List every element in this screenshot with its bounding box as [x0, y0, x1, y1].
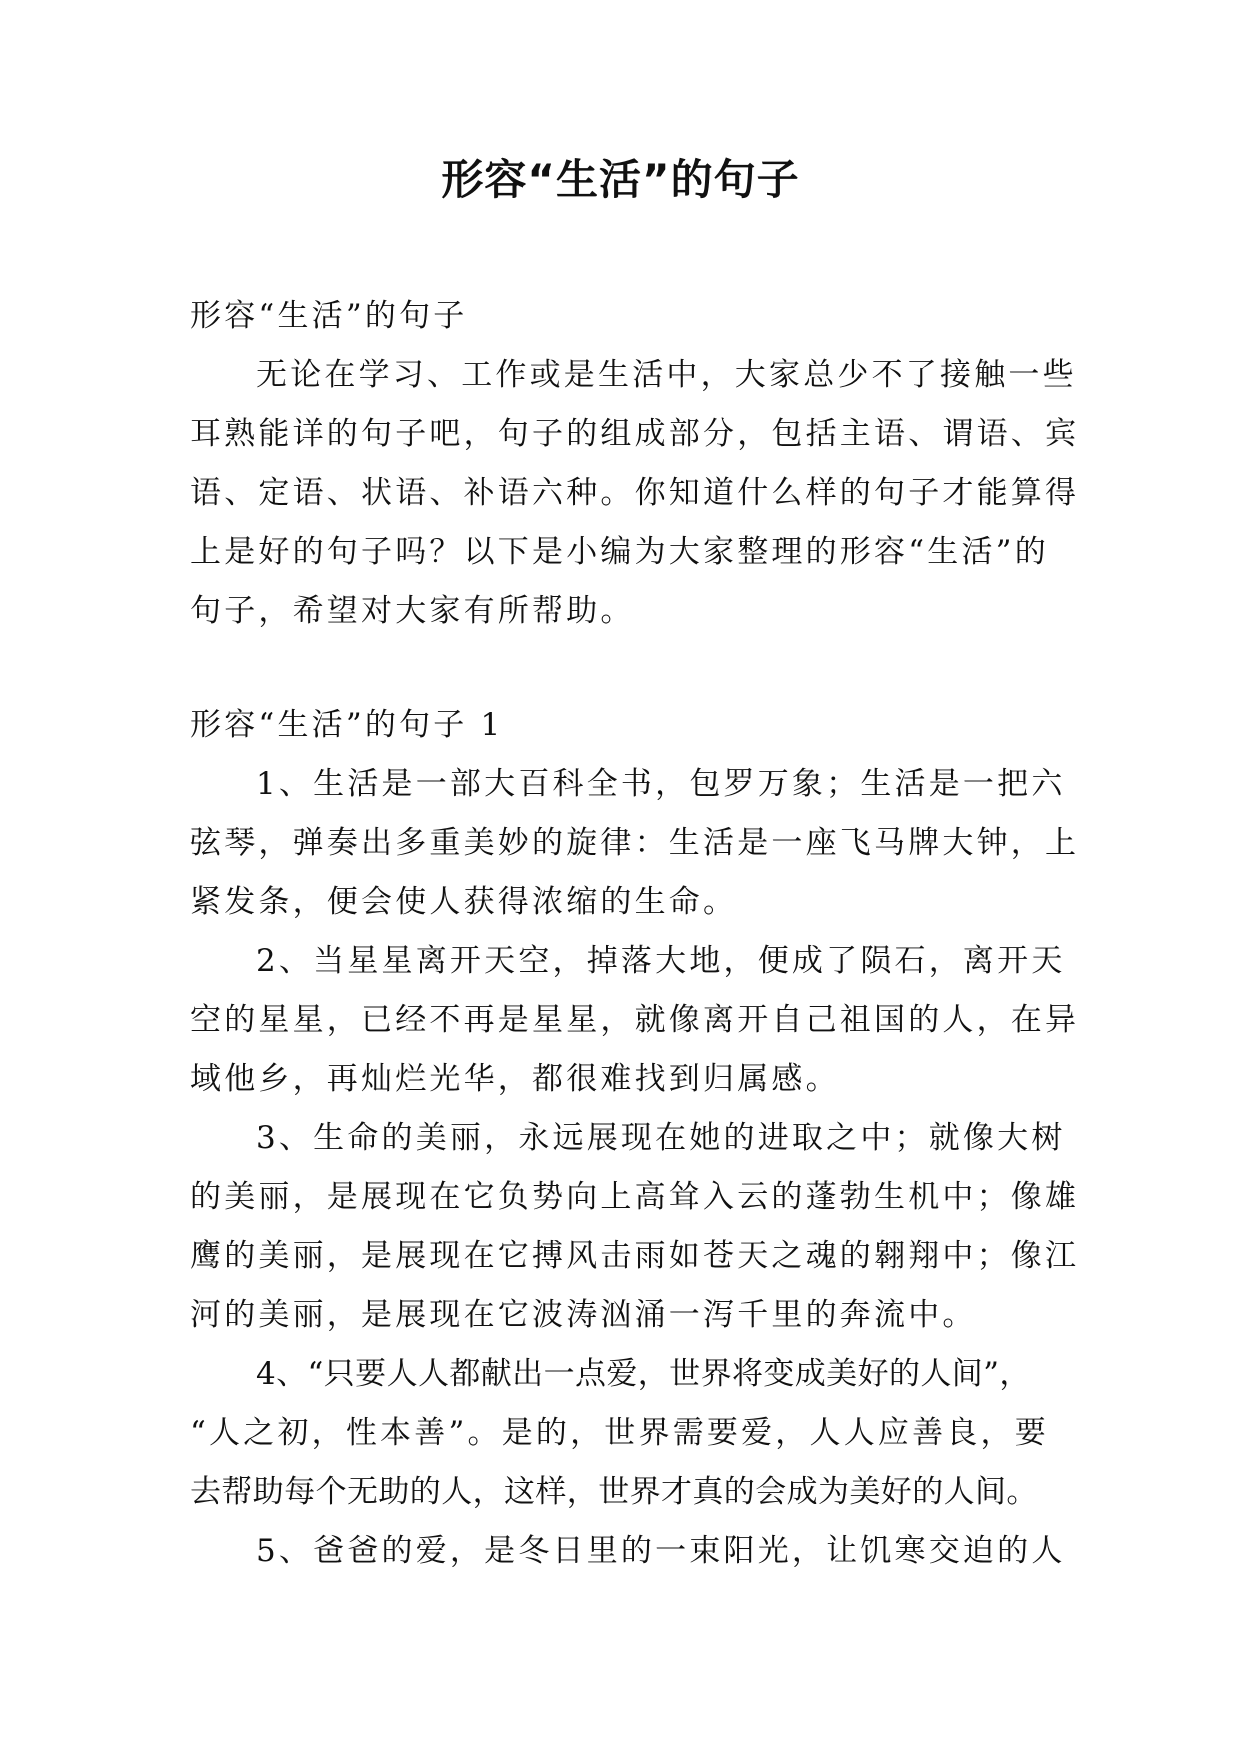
sentence-line: 河的美丽，是展现在它波涛汹涌一泻千里的奔流中。 [190, 1297, 977, 1333]
section-heading: 形容“生活”的句子 1 [190, 707, 504, 743]
sentence-item-3 [190, 1109, 1090, 1345]
intro-line: 耳熟能详的句子吧，句子的组成部分，包括主语、谓语、宾 [190, 416, 1080, 452]
intro-line: 句子，希望对大家有所帮助。 [190, 593, 635, 629]
sentence-line: 域他乡，再灿烂光华，都很难找到归属感。 [190, 1061, 840, 1097]
sentence-line: 鹰的美丽，是展现在它搏风击雨如苍天之魂的翱翔中；像江 [190, 1238, 1080, 1274]
sentence-line: 5、爸爸的爱，是冬日里的一束阳光，让饥寒交迫的人 [256, 1533, 1066, 1569]
intro-line: 无论在学习、工作或是生活中，大家总少不了接触一些 [256, 357, 1077, 393]
sentence-line: 空的星星，已经不再是星星，就像离开自己祖国的人，在异 [190, 1002, 1080, 1038]
sentence-line: 1、生活是一部大百科全书，包罗万象；生活是一把六 [256, 766, 1066, 802]
sentence-line: 4、“只要人人都献出一点爱，世界将变成美好的人间”， [256, 1356, 1031, 1392]
sentence-line: “人之初，性本善”。是的，世界需要爱，人人应善良，要 [190, 1415, 1049, 1451]
subtitle: 形容“生活”的句子 [190, 298, 468, 334]
sentence-item-4 [190, 1345, 1090, 1522]
sentence-line: 3、生命的美丽，永远展现在她的进取之中；就像大树 [256, 1120, 1066, 1156]
sentence-item-2 [190, 932, 1090, 1109]
sentence-line: 紧发条，便会使人获得浓缩的生命。 [190, 884, 738, 920]
sentence-line: 弦琴，弹奏出多重美妙的旋律：生活是一座飞马牌大钟，上 [190, 825, 1080, 861]
sentence-line: 的美丽，是展现在它负势向上高耸入云的蓬勃生机中；像雄 [190, 1179, 1080, 1215]
section-gap [190, 641, 1090, 696]
sentence-item-1 [190, 755, 1090, 932]
intro-line: 语、定语、状语、补语六种。你知道什么样的句子才能算得 [190, 475, 1080, 511]
sentence-line: 去帮助每个无助的人，这样，世界才真的会成为美好的人间。 [190, 1474, 1038, 1510]
intro-line: 上是好的句子吗？以下是小编为大家整理的形容“生活”的 [190, 534, 1049, 570]
sentence-item-5 [190, 1522, 1090, 1581]
document-title: 形容“生活”的句子 [441, 155, 800, 204]
sentence-line: 2、当星星离开天空，掉落大地，便成了陨石，离开天 [256, 943, 1066, 979]
intro-paragraph [190, 346, 1090, 641]
document-body [190, 287, 1090, 1581]
